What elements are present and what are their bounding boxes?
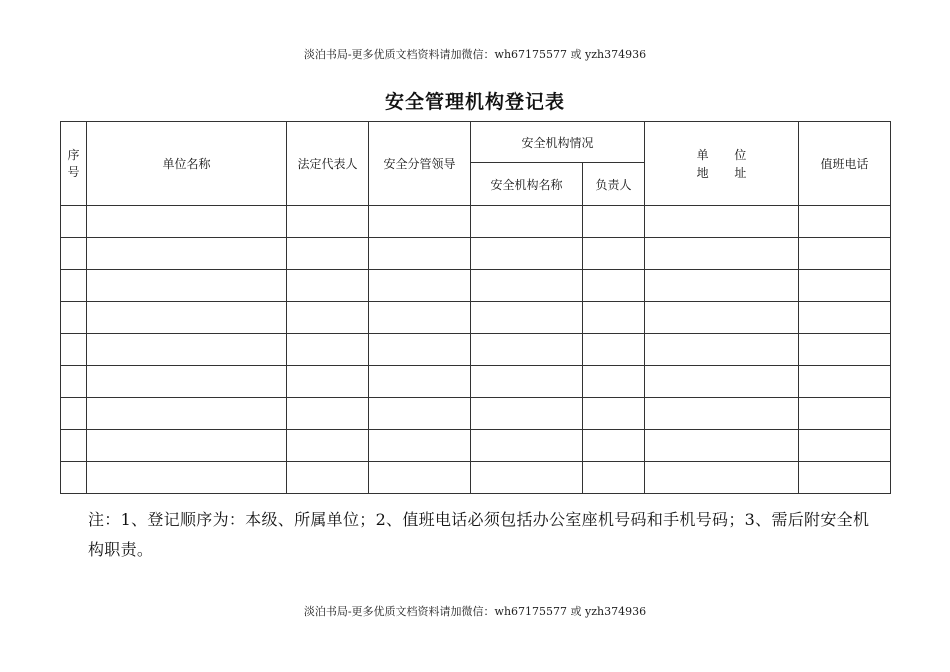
table-row xyxy=(61,462,891,494)
table-cell xyxy=(583,206,645,238)
table-cell xyxy=(87,238,287,270)
table-cell xyxy=(87,366,287,398)
table-cell xyxy=(87,398,287,430)
table-cell xyxy=(87,302,287,334)
table-cell xyxy=(471,366,583,398)
table-cell xyxy=(287,462,369,494)
col-header-legal-rep: 法定代表人 xyxy=(287,122,369,206)
table-cell xyxy=(799,334,891,366)
table-cell xyxy=(645,398,799,430)
table-cell xyxy=(61,238,87,270)
table-cell xyxy=(369,430,471,462)
table-cell xyxy=(61,270,87,302)
col-header-responsible: 负责人 xyxy=(583,163,645,206)
table-body xyxy=(61,206,891,494)
table-cell xyxy=(799,366,891,398)
table-cell xyxy=(87,334,287,366)
table-cell xyxy=(287,302,369,334)
table-cell xyxy=(61,366,87,398)
table-cell xyxy=(87,270,287,302)
col-header-safety-org-group: 安全机构情况 xyxy=(471,122,645,163)
table-row xyxy=(61,398,891,430)
table-cell xyxy=(583,238,645,270)
table-cell xyxy=(471,462,583,494)
table-cell xyxy=(583,302,645,334)
table-cell xyxy=(369,270,471,302)
header-row-1 xyxy=(61,122,891,163)
table-row xyxy=(61,270,891,302)
table-cell xyxy=(87,462,287,494)
table-row xyxy=(61,238,891,270)
table-cell xyxy=(369,462,471,494)
address-label-line2: 地 址 xyxy=(696,165,747,180)
col-header-seq: 序号 xyxy=(61,122,87,206)
table-cell xyxy=(799,302,891,334)
table-cell xyxy=(287,238,369,270)
table-cell xyxy=(369,334,471,366)
table-cell xyxy=(61,334,87,366)
table-cell xyxy=(287,334,369,366)
address-label-line1: 单 位 xyxy=(696,147,747,162)
table-cell xyxy=(645,334,799,366)
table-cell xyxy=(645,206,799,238)
table-row xyxy=(61,334,891,366)
table-cell xyxy=(369,206,471,238)
table-row xyxy=(61,206,891,238)
table-cell xyxy=(799,238,891,270)
table-cell xyxy=(583,366,645,398)
table-cell xyxy=(87,430,287,462)
table-cell xyxy=(645,462,799,494)
table-cell xyxy=(645,238,799,270)
table-cell xyxy=(287,398,369,430)
table-cell xyxy=(369,238,471,270)
table-row xyxy=(61,366,891,398)
table-cell xyxy=(799,430,891,462)
col-header-unit-name: 单位名称 xyxy=(87,122,287,206)
table-cell xyxy=(583,334,645,366)
table-cell xyxy=(369,398,471,430)
table-cell xyxy=(471,398,583,430)
table-cell xyxy=(645,430,799,462)
table-cell xyxy=(583,398,645,430)
table-cell xyxy=(369,366,471,398)
table-cell xyxy=(87,206,287,238)
table-cell xyxy=(61,206,87,238)
table-cell xyxy=(61,302,87,334)
col-header-safety-leader: 安全分管领导 xyxy=(369,122,471,206)
registration-table xyxy=(60,121,891,494)
table-cell xyxy=(645,366,799,398)
table-cell xyxy=(287,270,369,302)
table-row xyxy=(61,430,891,462)
table-cell xyxy=(287,430,369,462)
col-header-address xyxy=(645,122,799,206)
table-cell xyxy=(287,206,369,238)
table-note: 注：1、登记顺序为：本级、所属单位；2、值班电话必须包括办公室座机号码和手机号码；3、需后附安全机构职责。 xyxy=(88,510,870,559)
page-footer-text: 淡泊书局-更多优质文档资料请加微信：wh67175577 或 yzh374936 xyxy=(303,605,647,618)
col-header-duty-phone: 值班电话 xyxy=(799,122,891,206)
table-cell xyxy=(471,238,583,270)
table-cell xyxy=(583,430,645,462)
table-cell xyxy=(61,398,87,430)
table-cell xyxy=(799,462,891,494)
table-cell xyxy=(583,270,645,302)
table-cell xyxy=(799,270,891,302)
table-cell xyxy=(61,430,87,462)
table-cell xyxy=(645,270,799,302)
table-cell xyxy=(471,302,583,334)
table-cell xyxy=(645,302,799,334)
table-row xyxy=(61,302,891,334)
table-cell xyxy=(471,270,583,302)
table-cell xyxy=(799,206,891,238)
table-cell xyxy=(471,430,583,462)
page-header-text: 淡泊书局-更多优质文档资料请加微信：wh67175577 或 yzh374936 xyxy=(303,48,647,61)
table-cell xyxy=(799,398,891,430)
col-header-org-name: 安全机构名称 xyxy=(471,163,583,206)
table-cell xyxy=(61,462,87,494)
table-cell xyxy=(471,206,583,238)
table-cell xyxy=(471,334,583,366)
table-cell xyxy=(583,462,645,494)
page-title: 安全管理机构登记表 xyxy=(384,91,565,113)
table-cell xyxy=(369,302,471,334)
table-cell xyxy=(287,366,369,398)
